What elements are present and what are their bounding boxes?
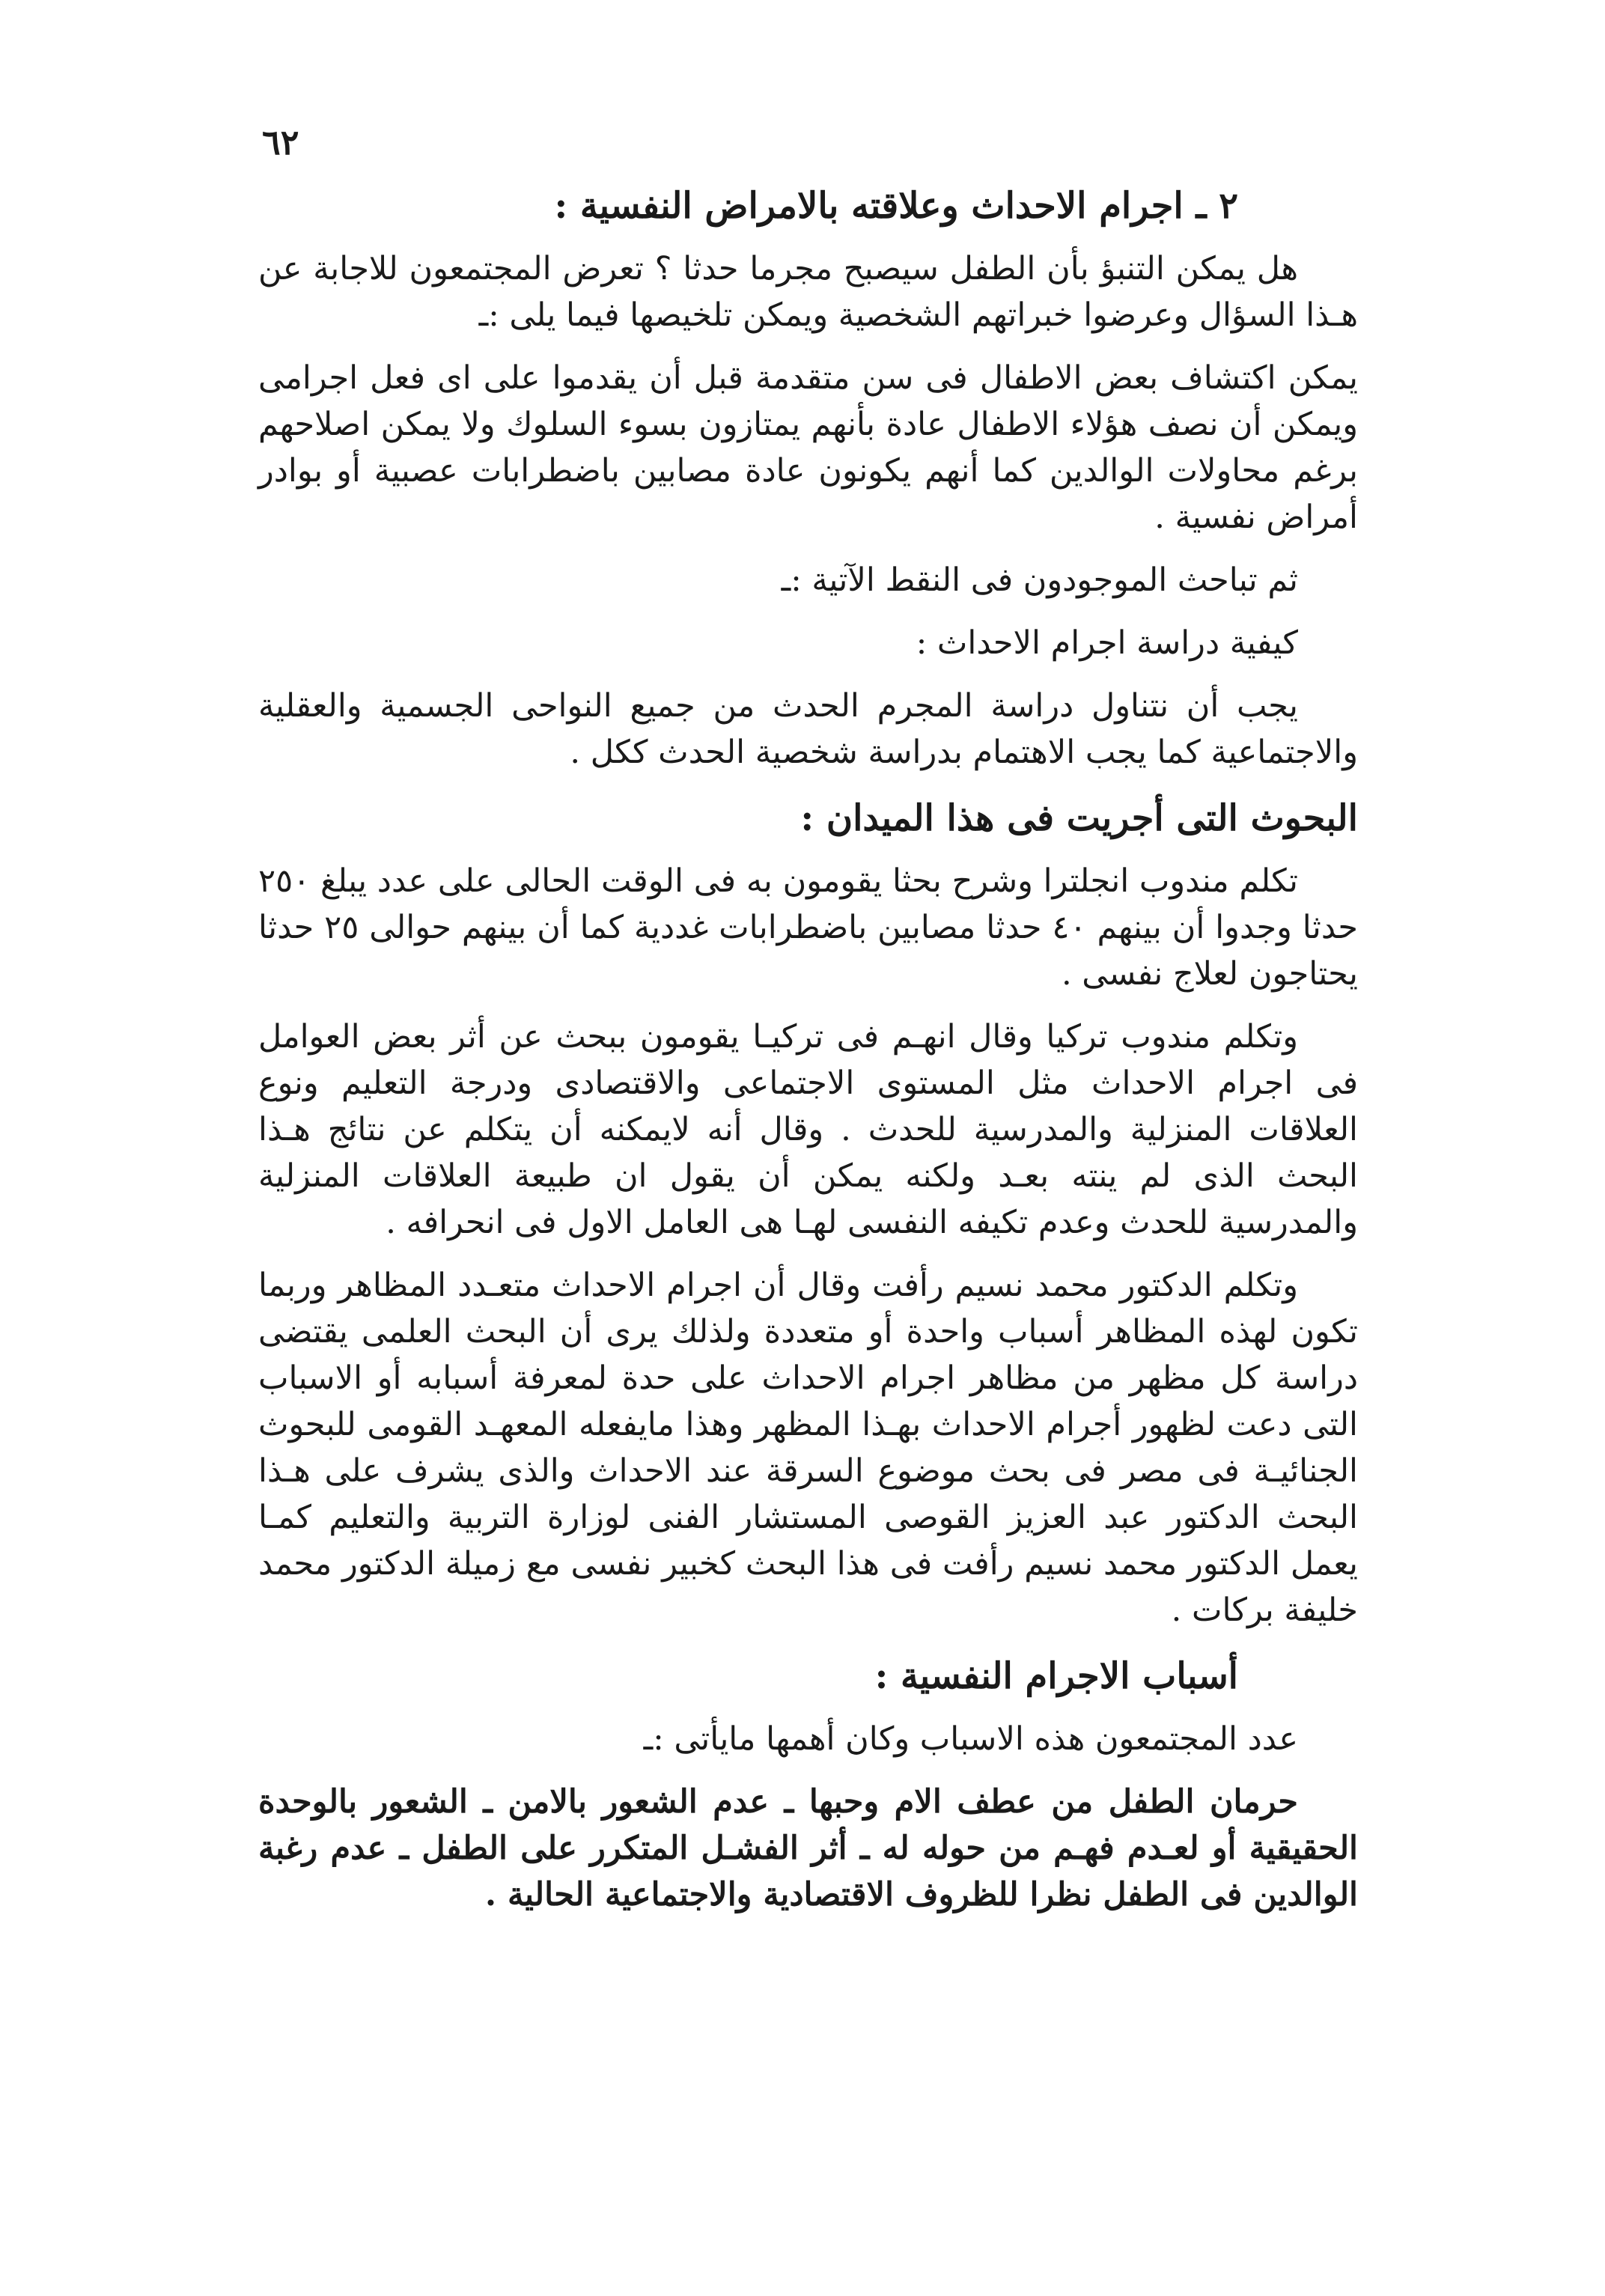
section-heading-causes: أسباب الاجرام النفسية : (874, 1655, 1238, 1697)
page-number: ٦٢ (262, 122, 299, 162)
paragraph-turkey: وتكلم مندوب تركيا وقال انهـم فى تركيـا يقومون ببحث عن أثر بعض العوامل فى اجرام الاحداث مثل المستوى الاجتماعى والاقتصادى ودرجة التعليم ونوع العلاقات المنزلية والمدرسية للحدث . وقال أنه لايمكنه أن يتكلم عن نتائج هـذا البحث الذى لم ينته بعـد ولكنه يمكن أن يقول ان طبيعة العلاقات المنزلية والمدرسية للحدث وعدم تكيفه النفسى لهـا هى العامل الاول فى انحرافه . (258, 1018, 1358, 1241)
paragraph-causes-intro: عدد المجتمعون هذه الاسباب وكان أهمها مايأتى :ـ (643, 1720, 1298, 1758)
paragraph-dr-rafat: وتكلم الدكتور محمد نسيم رأفت وقال أن اجرام الاحداث متعـدد المظاهر وربما تكون لهذه المظاهر أسباب واحدة أو متعددة ولذلك يرى أن البحث العلمى يقتضى دراسة كل مظهر من مظاهر اجرام الاحداث على حدة لمعرفة أسبابه أو الاسباب التى دعت لظهور أجرام الاحداث بهـذا المظهر وهذا مايفعله المعهـد القومى للبحوث الجنائيـة فى مصر فى بحث موضوع السرقة عند الاحداث والذى يشرف على هـذا البحث الدكتور عبد العزيز القوصى المستشار الفنى لوزارة التربية والتعليم كمـا يعمل الدكتور محمد نسيم رأفت فى هذا البحث كخبير نفسى مع زميلة الدكتور محمد خليفة بركات . (258, 1267, 1358, 1629)
paragraph-causes-list: حرمان الطفل من عطف الام وحبها ـ عدم الشعور بالامن ـ الشعور بالوحدة الحقيقية أو لعـدم فهـم من حوله له ـ أثر الفشـل المتكرر على الطفل ـ عدم رغبة الوالدين فى الطفل نظرا للظروف الاقتصادية والاجتماعية الحالية . (258, 1783, 1358, 1913)
section-heading-delinquency: ٢ ـ اجرام الاحداث وعلاقته بالامراض النفسية : (554, 185, 1238, 227)
paragraph-early-detection: يمكن اكتشاف بعض الاطفال فى سن متقدمة قبل أن يقدموا على اى فعل اجرامى ويمكن أن نصف هؤلاء الاطفال عادة بأنهم يمتازون بسوء السلوك ولا يمكن اصلاحهم برغم محاولات الوالدين كما أنهم يكونون عادة مصابين باضطرابات عصبية أو بوادر أمراض نفسية . (258, 359, 1358, 536)
paragraph-discussion-points: ثم تباحث الموجودون فى النقط الآتية :ـ (781, 561, 1298, 599)
paragraph-england: تكلم مندوب انجلترا وشرح بحثا يقومون به فى الوقت الحالى على عدد يبلغ ٢٥٠ حدثا وجدوا أن بينهم ٤٠ حدثا مصابين باضطرابات غددية كما أن بينهم حوالى ٢٥ حدثا يحتاجون لعلاج نفسى . (258, 862, 1359, 993)
paragraph-study-method-title: كيفية دراسة اجرام الاحداث : (916, 624, 1298, 662)
paragraph-intro: هل يمكن التنبؤ بأن الطفل سيصبح مجرما حدثا ؟ تعرض المجتمعون للاجابة عن هـذا السؤال وعرضوا خبراتهم الشخصية ويمكن تلخيصها فيما يلى :ـ (258, 250, 1358, 334)
paragraph-study-method: يجب أن نتناول دراسة المجرم الحدث من جميع النواحى الجسمية والعقلية والاجتماعية كما يجب الاهتمام بدراسة شخصية الحدث ككل . (258, 687, 1358, 771)
section-heading-research: البحوث التى أجريت فى هذا الميدان : (800, 797, 1358, 839)
